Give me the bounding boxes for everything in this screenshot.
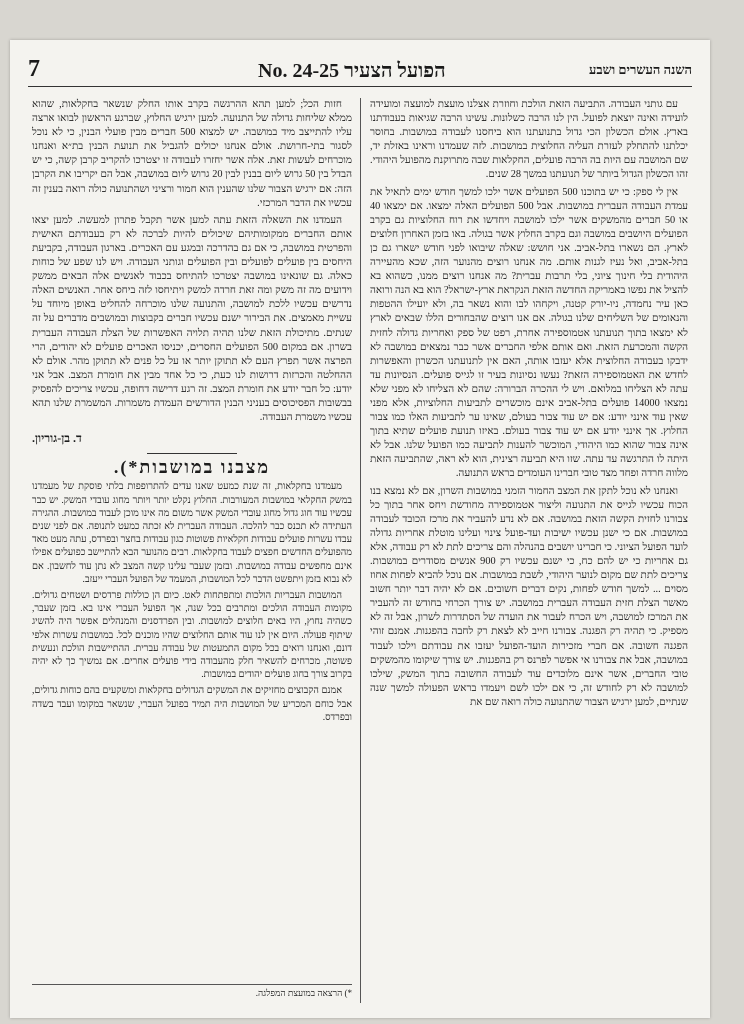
page-number: 7 <box>28 56 40 82</box>
page-header <box>28 52 692 87</box>
footnote: *) הרצאה במועצת המפלגה. <box>32 984 352 998</box>
signature-text: ד. בן-גוריון. <box>32 431 82 446</box>
paragraph: חזות הכל; למען תהא ההרגשה בקרב אותו החלק שנשאר בחקלאות, שהוא ממלא שליחות גדולה של התנועה. למען ירגיש החלוץ, שברגע הראשון לבואו ארצה עליו להתייצב מיד במושבה. יש למצוא 500 חברים מבין פועלי הבנין, כי לא נוכל לסגור בתי-חרושת. אולם אנחנו יכולים להגביל את תנועת הבנין בת״א ואנחנו מוכרחים לעשות זאת. אלה אשר יחזרו לעבודה זו יצטרכו להקריב קרבן קשה, כי יש הבדל בין 50 גרוש ליום בבנין לבין 20 גרוש ליום במושבה, אבל הם יקריבו את הקרבן הזה: אם ירגיש הצבור שלנו שהענין הוא חמור ורציני ושהתנועה כולה רואה בענין זה עכשיו את הדבר המרכזי. <box>32 99 352 209</box>
article-body <box>32 480 352 724</box>
author-signature <box>32 431 352 445</box>
journal-name: הפועל הצעיר <box>344 60 446 82</box>
paragraph: ואנחנו לא נוכל לתקן את המצב החמור הזמני במושבות השרון, אם לא נמצא בנו הכוח עכשיו לגייס את התנועה וליצור אטמוספירה מחודשת ויחס אחר בתוך כל צבורנו לחזית הקשה הזאת במושבה. אם לא נדע להעביר את מרכז הכובד לעבודה במושבות. אם כי ישנן עכשיו ישיבות ועד-פועל צינוי ועלינו מוטלת אחריות גדולה לועד הפועל הציוני. כי חברינו יושבים בהנהלה והם צריכים לתת לא רק עבודה, אלא גם אחריות כי יש להם כח, כי ישנם עכשיו רק 900 אנשים מסודרים במושבות. צריכים לתת שם מקום לנוער היהודי, לשבת במושבות. אם נוכל להביא לפחות אחוז מסוים ... למשך חודש לפחות, נקים דברים חשובים. אם לא יהיה דבר יותר חשוב מאשר הצלת חזית העבודה העברית במושבה. יש צורך הכרחי בחודש זה להעביר את המרכז למושבה, ויש הכרח לעבור את הועדה של הסתדרות לשרון, אבל זה לא מספיק. כי תהיה רק הפגנה. צבורנו חייב לא לצאת רק לחבה בהפגנות. אמנם זוהי הפגנה חשובה. אם חברי מזכירות הועד-הפועל יעזבו את עבודתם וילכו לעבוד במושבה, אבל את צבורנו אי אפשר לפרנס רק בהפגנות. יש צורך שיקומו מהמשקים טובי החברים, אשר אינם מלוכדים עוד לעבודה החשובה בתוך המשק, שילכו למושבה לא רק לחודש זה, כי אם ילכו לשם ויעמדו בראש הפעולה למשך שנה שנתיים, למען ירגיש הצבור שהתנועה כולה רואה שם את <box>370 485 688 708</box>
section-rule <box>147 453 237 454</box>
year-line: השנה העשרים ושבע <box>589 62 692 77</box>
newspaper-page <box>10 40 710 1018</box>
paragraph: המושבות העבריות הולכות ומתפתחות לאט. כיום הן כוללות פרדסים ושטחים גדולים. מקומות העבודה הולכים ומתרבים בכל שנה, אך הפועל העברי אינו בא. בזמן שעבר, כשהיה נחוץ, היו באים חלוצים למושבות. ובין הפרדסנים והמנהלים אפשר היה להשיג שיתוף פעולה. היום אין לנו עוד אותם החלוצים שהיו מוכנים לכל. במושבות עשרות אלפי דונם, ואנחנו רואים בכל מקום התמעטות של עבודה עברית. ההתיישבות הולכת ונעשית פשוטה, מכרחים להשאיר חלק מהעבודה בידי פועלים אחרים. אם נמשיך כך לא יהיה בקרוב צורך בחוג פועלים יהודים במושבות. <box>32 589 352 681</box>
right-column <box>370 98 688 998</box>
paragraph: מעמדנו בחקלאות, זה שנת כמעט שאנו עדים להתרופפות בלתי פוסקת של מעמדנו במשק החקלאי במושבות המעורבות. החלוץ נקלט יותר ויותר מחוג עובדי המשק. יש כבר עכשיו עוד חוג גדול מחוג עובדי המשק אשר משום מה אינו מוכן לעבוד במושבות. ההגירה העתידה לא תכנס כבר להלכה. העבודה העברית לא זכתה כמעט לתנופה. אם לפני שנים עבדו עשרות פועלים עבודות חקלאיות פשוטות כגון עבודות בחצר ובפרדס, עתה מעט מאד מהפועלים החדשים חפצים לעבוד בחקלאות. רבים מהנוער הבא להתיישב כפועלים אפילו אינם מחפשים עבודה במושבות. ובזמן שעבר עלינו קשה המצב לא נתן עוד לחשבון. אם לא נבוא בזמן ויתפשט הדבר לכל המושבות, המעמד של הפועל העברי ייעזב. <box>32 481 352 585</box>
left-column <box>32 98 352 998</box>
column-divider <box>360 98 361 1003</box>
paragraph: העמדנו את השאלה הזאת עתה למען אשר תקבל פתרון למעשה. למען יצאו אותם החברים ממקומותיהם שיכולים להיות לברכה לא רק בעבודתם האישית והפרטית במושבה, כי אם גם בהדרכה ובמגע עם האכרים. בארגון העבודה, בקביעת היחסים בין פועלים לפועלים ובין הפועלים וגותני העבודה. ויש לנו שפע של כוחות כאלה. גם שונאינו במושבה יצטרכו להתיחס בכבוד לאנשים אלה הבאים ממשק וידועים מה זה משק ומה זאת חרדה למשק ויתיחסו לזה ביחס אחר. האנשים האלה נדרשים עכשיו ללכת למושבה, והתנועה שלנו מוכרחה להחליט באופן מיוחד על עשיית מאמצים. את הבירור ישנם עכשיו חברים בקבוצות ובמושבים מדברים על זה שנתים. מתיכולת הזאת שלנו תהיה תלויה האפשרות של הצלת העבודה העברית בשרון. אם במקום 500 הפועלים החסרים, יכניסו האכרים פועלים לא יהודים, הרי הפרצה אשר תפרץ העם לא תתוקן יותר או על כל פנים לא תתוקן מהר. אולם לא ההחלטה והכרזות דרושות לנו כעת, כי כל אחד מבין את חומרת המצב. אבל אני יודע: כל חבר יודע את חומרת המצב. זה רגע דרישה דחופה, עכשיו צריכים להפסיק בבשובות הפסיכוסים בעניני הבנין הדורשים העמדת משמרות. המשמרת שלנו תהא עכשיו משמרת העבודה. <box>32 214 352 424</box>
paragraph: עם גותני העבודה. התביעה הזאת הולכת וחוזרת אצלנו מועצת למועצה ומועידה לועידה ואינה יוצאת לפועל. הין לנו הרבה כשלונות. עשינו הרבה שגיאות בעבודתנו בארץ. אולם הכשלון הכי גדול בתנועתנו הוא ביחסנו לעבודה במושבות. בחוסר יכלתנו להתחלק לעזרת העליה החלוצית במושבות. לזה שעמדנו וראינו באזלת יד, שם המושבה עם היות בה הרבה פועלים, החקלאות שבה מתרוקנת מהפועל היהודי. זהו הכשלון הגדול ביותר של תנועתנו במשך 28 שנים. <box>370 99 688 181</box>
journal-masthead <box>258 60 446 83</box>
paragraph: אמנם הקבוצים מחזיקים את המשקים הגדולים בחקלאות ומשקעים בהם כוחות גדולים, אבל כוחם המכריע של המושבות היה תמיד בפועל העברי, שנשאר במקומו ועבד בשדה ובפרדס. <box>32 685 352 723</box>
journal-number: No. 24-25 <box>258 60 340 82</box>
paragraph: אין לי ספק: כי יש בתוכנו 500 הפועלים אשר ילכו למשך חודש ימים לתאיל את עמדת העבודה העברית במושבות. אבל 500 הפועלים האלה ימצאו. אם ימצאו 40 או 50 חברים מהמשקים אשר ילכו למושבה ויחדשו את רוח החלוציות גם בקרב הפועלים היושבים במושבה וגם בקרב החלוץ אשר בגולה. באו בזמן האחרון חלוצים לארץ. הם נשארו בתל-אביב. אני חושש: שאלה שיבואו לפני חודש ישארו גם כן בתל-אביב, ואל נעיז לגנות אותם. מה אנחנו רוצים מהנוער הזה, שכא מהעיירה היהודית בלי חינוך ציוני, בלי תרבות עברית? מה אנחנו רוצים ממנו, כשהוא בא להציל את נפשו באמריקה החדשה הזאת הנקראת ארץ-ישראל? הוא בא הנה ורואה כאן עיר נחמדה, ניו-יורק קטנה, ויקחהו לבו והוא נשאר בה, ולא יועילו ההטפות והנאומים של השליחים שלנו בגולה. אם אנו רוצים שהבחורים הללו שבאים לארץ לא ימצאו בתוך תנועתנו אטמוספירה אחרת, רפט של ספק ואחריות גדולה לחזית הקשה והמכרעת הזאת. ואם אותם אלפי החברים אשר כבר נמצאים במושבה לא ידבקו בעבודה החלוצית אלא יעזבו אותה, האם אין לתנועתנו הכשרון והאפשרות לחדש את האטמוספירה הזאת? נעשו נסיונות בעיר זו לגייס פועלים. הנסיונות עד עתה לא הצליחו במלואם. ויש לי ההכרה הברורה: שהם לא הצליחו לא מפני שלא נמצאו 14000 פועלים בתל-אביב אינם מוכשרים לתביעות החלוציות, אלא מפני שאין עוד אינני יודע: אם יש עוד צבור בעולם, שאינו ער לתביעות האלו כמו צבור החלוץ. אך אינני יודע אם יש עוד צבור בעולם. באיזו תנועת פועלים שתיא בתוך אינה צבור שהוא כמו היהודי, המוכשר להענות לתביעה כמו הפועל שלנו. אבל לא היתה לו התרגשה עד עתה. שזו היא תביעה רצינית, הוא לא ראה, שהתביעה הזאת מלווה חרדה ופחד מצד טובי חברינו העומדים בראש התנועה. <box>370 186 688 480</box>
article-title: מצבנו במושבות*). <box>113 457 271 478</box>
